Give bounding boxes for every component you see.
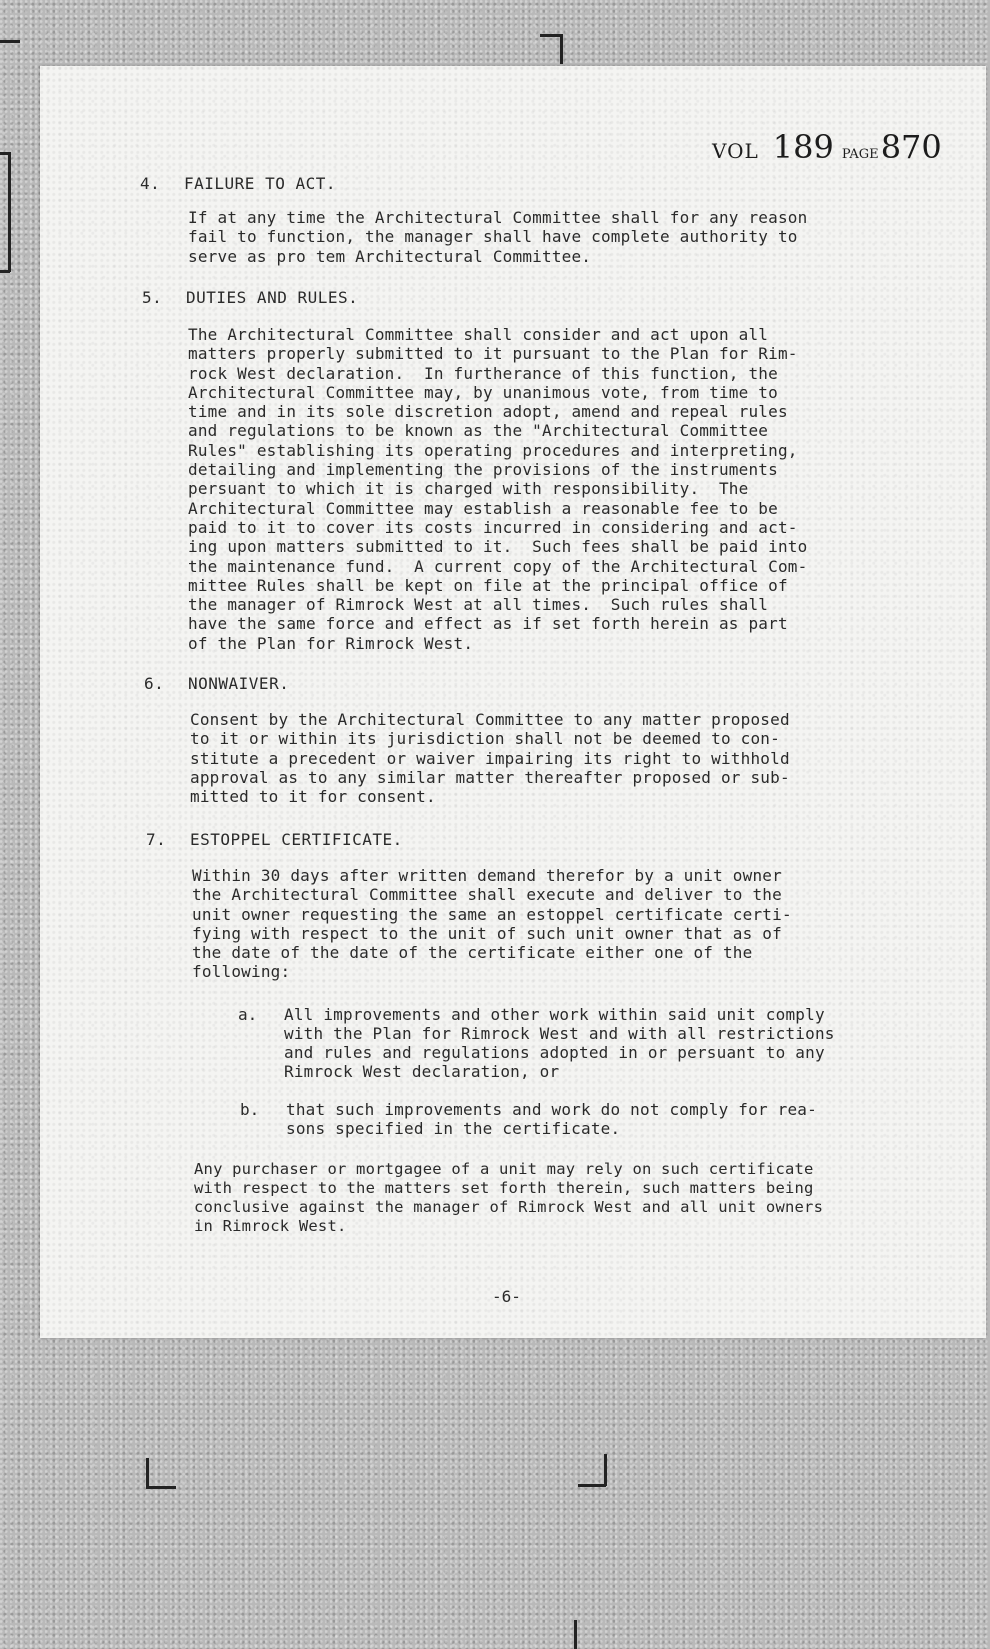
crop-mark-bottom-mid-v: [604, 1454, 607, 1486]
left-edge-bracket-v: [8, 152, 11, 272]
page-label: PAGE: [841, 147, 879, 162]
section-number: 4.: [140, 174, 161, 193]
item-a-letter: a.: [238, 1005, 258, 1024]
crop-mark-top-v: [560, 34, 563, 64]
left-edge-bracket-b: [0, 270, 10, 273]
item-a-text: All improvements and other work within said unit comply with the Plan for Rimrock West and with all restrictions and rules and regulations adopted in or persuant to any Rimrock West declaration, or: [284, 1005, 835, 1081]
section-7-body: Within 30 days after written demand therefor by a unit owner the Architectural Committee shall execute and deliver to the unit owner requesting the same an estoppel certificate certi- fying with respect to the unit of such unit owner that as of the date of the date of the certificate either one of the following:: [192, 866, 792, 982]
section-number: 7.: [146, 830, 167, 849]
vol-label: VOL: [712, 139, 759, 163]
section-number: 5.: [142, 288, 163, 307]
item-b-letter: b.: [240, 1100, 260, 1119]
page-footer-number: -6-: [492, 1287, 521, 1306]
section-title: DUTIES AND RULES.: [186, 288, 359, 307]
section-5-body: The Architectural Committee shall consider and act upon all matters properly submitted to it pursuant to the Plan for Rim- rock West declaration. In furtherance of this function, the Architectural Committee may, by unanimous vote, from time to time and in its sole discretion adopt, amend and repeal rules and regulations to be known as the "Architectural Committee Rules" establishing its operating procedures and interpreting, detailing and implementing the provisions of the instruments persuant to which it is charged with responsibility. The Architectural Committee may establish a reasonable fee to be paid to it to cover its costs incurred in considering and act- ing upon matters submitted to it. Such fees shall be paid into the maintenance fund. A current copy of the Architectural Com- mittee Rules shall be kept on file at the principal office of the manager of Rimrock West at all times. Such rules shall have the same force and effect as if set forth herein as part of the Plan for Rimrock West.: [188, 325, 808, 653]
crop-mark-bottom-v: [574, 1620, 577, 1649]
section-4-heading: [140, 174, 336, 193]
section-title: ESTOPPEL CERTIFICATE.: [190, 830, 403, 849]
section-number: 6.: [144, 674, 165, 693]
crop-mark-top-h: [540, 34, 562, 37]
page-number: 870: [880, 128, 942, 166]
book-page-reference: [712, 128, 942, 166]
section-6-heading: [144, 674, 289, 693]
section-4-body: If at any time the Architectural Committee shall for any reason fail to function, the manager shall have complete authority to serve as pro tem Architectural Committee.: [188, 208, 808, 266]
vol-number: 189: [772, 128, 834, 166]
section-title: FAILURE TO ACT.: [184, 174, 336, 193]
item-b-text: that such improvements and work do not comply for rea- sons specified in the certificate.: [286, 1100, 817, 1138]
crop-mark-bottom-mid-h: [578, 1484, 606, 1487]
crop-mark-top-left-h: [0, 40, 20, 43]
section-5-heading: [142, 288, 358, 307]
section-title: NONWAIVER.: [188, 674, 290, 693]
crop-mark-bottom-left-h: [146, 1486, 176, 1489]
section-6-body: Consent by the Architectural Committee to any matter proposed to it or within its jurisdiction shall not be deemed to con- stitute a precedent or waiver impairing its right to withhold approval as to any similar matter thereafter proposed or sub- mitted to it for consent.: [190, 710, 790, 807]
section-7-heading: [146, 830, 403, 849]
crop-mark-bottom-left-v: [146, 1458, 149, 1488]
section-7-closing: Any purchaser or mortgagee of a unit may rely on such certificate with respect to the matters set forth therein, such matters being conclusive against the manager of Rimrock West and all unit owners in Rimrock West.: [194, 1160, 824, 1235]
